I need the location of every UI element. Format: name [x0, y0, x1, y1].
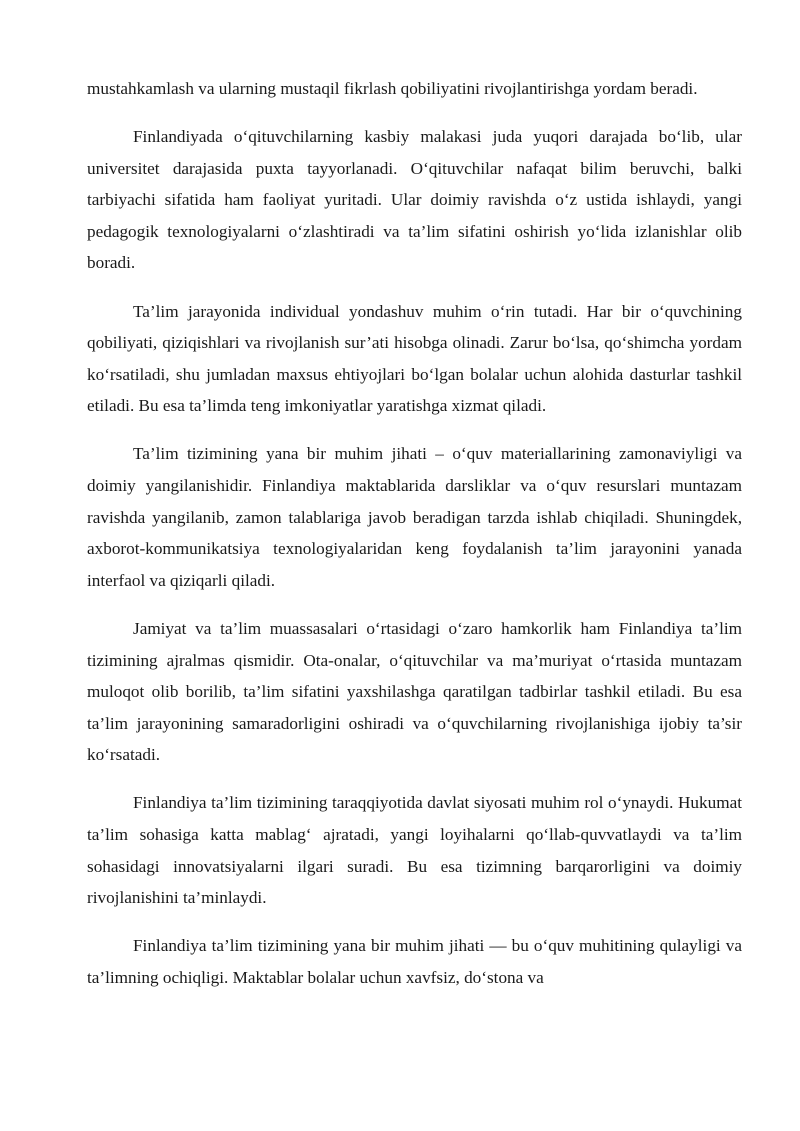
- paragraph-3: Ta’lim jarayonida individual yondashuv muhim o‘rin tutadi. Har bir o‘quvchining qobiliyati, qiziqishlari va rivojlanish sur’ati hisobga olinadi. Zarur bo‘lsa, qo‘shimcha yordam ko‘rsatiladi, shu jumladan maxsus ehtiyojlari bo‘lgan bolalar uchun alohida dasturlar tashkil etiladi. Bu esa ta’limda teng imkoniyatlar yaratishga xizmat qiladi.: [87, 301, 742, 416]
- paragraph-2: Finlandiyada o‘qituvchilarning kasbiy malakasi juda yuqori darajada bo‘lib, ular universitet darajasida puxta tayyorlanadi. O‘qituvchilar nafaqat bilim beruvchi, balki tarbiyachi sifatida ham faoliyat yuritadi. Ular doimiy ravishda o‘z ustida ishlaydi, yangi pedagogik texnologiyalarni o‘zlashtiradi va ta’lim sifatini oshirish yo‘lida izlanishlar olib boradi.: [87, 127, 742, 273]
- paragraph-4: Ta’lim tizimining yana bir muhim jihati – o‘quv materiallarining zamonaviyligi va doimiy yangilanishidir. Finlandiya maktablarida darsliklar va o‘quv resurslari muntazam ravishda yangilanib, zamon talablariga javob beradigan tarzda ishlab chiqiladi. Shuningdek, axborot-kommunikatsiya texnologiyalaridan keng foydalanish ta’lim jarayonini yanada interfaol va qiziqarli qiladi.: [87, 444, 742, 590]
- paragraph-6: Finlandiya ta’lim tizimining taraqqiyotida davlat siyosati muhim rol o‘ynaydi. Hukumat ta’lim sohasiga katta mablag‘ ajratadi, yangi loyihalarni qo‘llab-quvvatlaydi va ta’lim sohasidagi innovatsiyalarni ilgari suradi. Bu esa tizimning barqarorligini va doimiy rivojlanishini ta’minlaydi.: [87, 793, 742, 908]
- paragraph-5: Jamiyat va ta’lim muassasalari o‘rtasidagi o‘zaro hamkorlik ham Finlandiya ta’lim tizimining ajralmas qismidir. Ota-onalar, o‘qituvchilar va ma’muriyat o‘rtasida muntazam muloqot olib borilib, ta’lim sifatini yaxshilashga qaratilgan tadbirlar tashkil etiladi. Bu esa ta’lim jarayonining samaradorligini oshiradi va o‘quvchilarning rivojlanishiga ijobiy ta’sir ko‘rsatadi.: [87, 618, 742, 765]
- paragraph-7: Finlandiya ta’lim tizimining yana bir muhim jihati — bu o‘quv muhitining qulayligi va ta’limning ochiqligi. Maktablar bolalar uchun xavfsiz, do‘stona va: [87, 936, 742, 987]
- document-page: [87, 73, 742, 1010]
- paragraph-1: mustahkamlash va ularning mustaqil fikrlash qobiliyatini rivojlantirishga yordam beradi.: [87, 79, 698, 98]
